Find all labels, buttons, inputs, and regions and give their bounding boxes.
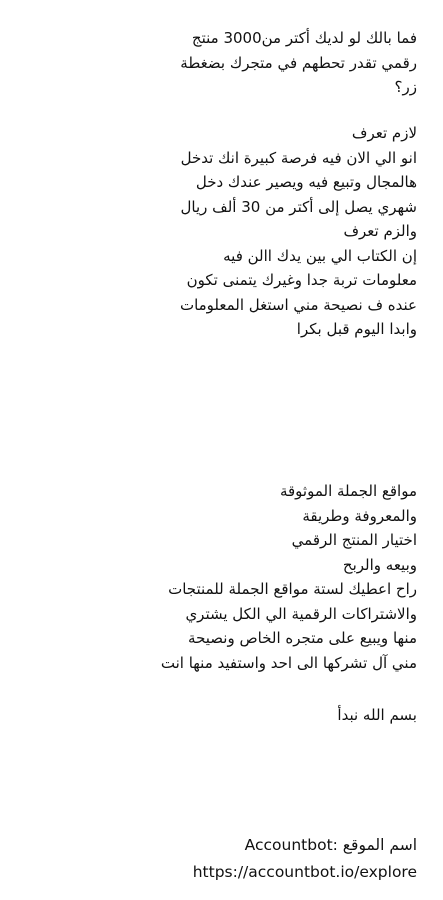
text-line: شهري يصل إلى أكتر من 30 ألف ريال bbox=[180, 197, 417, 216]
text-line: عنده ف نصيحة مني استغل المعلومات bbox=[179, 295, 417, 314]
text-line: والاشتراكات الرقمية الي الكل يشتري bbox=[185, 604, 417, 623]
text-line: زر؟ bbox=[394, 78, 417, 96]
text-line: والزم تعرف bbox=[343, 222, 417, 240]
text-line: وابدا اليوم قبل بكرا bbox=[296, 320, 417, 338]
text-line: وبيعه والربح bbox=[342, 555, 417, 574]
text-line: انو الي الان فيه فرصة كبيرة انك تدخل bbox=[180, 148, 417, 167]
text-line: راح اعطيك لستة مواقع الجملة للمنتجات bbox=[168, 580, 417, 598]
text-line: بسم الله نبدأ bbox=[337, 706, 417, 724]
text-line: إن الكتاب الي بين يدك االن فيه bbox=[223, 246, 417, 265]
text-line: معلومات تربة جدا وغيرك يتمنى تكون bbox=[186, 271, 417, 289]
text-line: فما بالك لو لديك أكتر من3000 منتج bbox=[191, 29, 417, 47]
text-line: والمعروفة وطريقة bbox=[302, 506, 417, 525]
intro-question-paragraph bbox=[180, 26, 417, 100]
site-name-line: اسم الموقع :Accountbot bbox=[244, 836, 417, 854]
basmala-paragraph bbox=[337, 703, 417, 728]
site-url-line: https://accountbot.io/explore bbox=[192, 863, 417, 881]
text-line: هالمجال وتبيع فيه ويصير عندك دخل bbox=[195, 173, 417, 191]
wholesale-sites-paragraph bbox=[161, 479, 417, 675]
text-line: اختيار المنتج الرقمي bbox=[291, 531, 417, 549]
must-know-paragraph bbox=[180, 121, 417, 342]
text-line: منها ويبيع على متجره الخاص ونصيحة bbox=[188, 629, 417, 647]
text-line: مواقع الجملة الموثوقة bbox=[279, 482, 417, 500]
website-info-paragraph bbox=[193, 832, 417, 886]
text-line: رقمي تقدر تحطهم في متجرك بضغطة bbox=[180, 53, 417, 72]
text-line: لازم تعرف bbox=[351, 124, 417, 142]
text-line: مني آل تشركها الى احد واستفيد منها انت bbox=[160, 653, 417, 672]
